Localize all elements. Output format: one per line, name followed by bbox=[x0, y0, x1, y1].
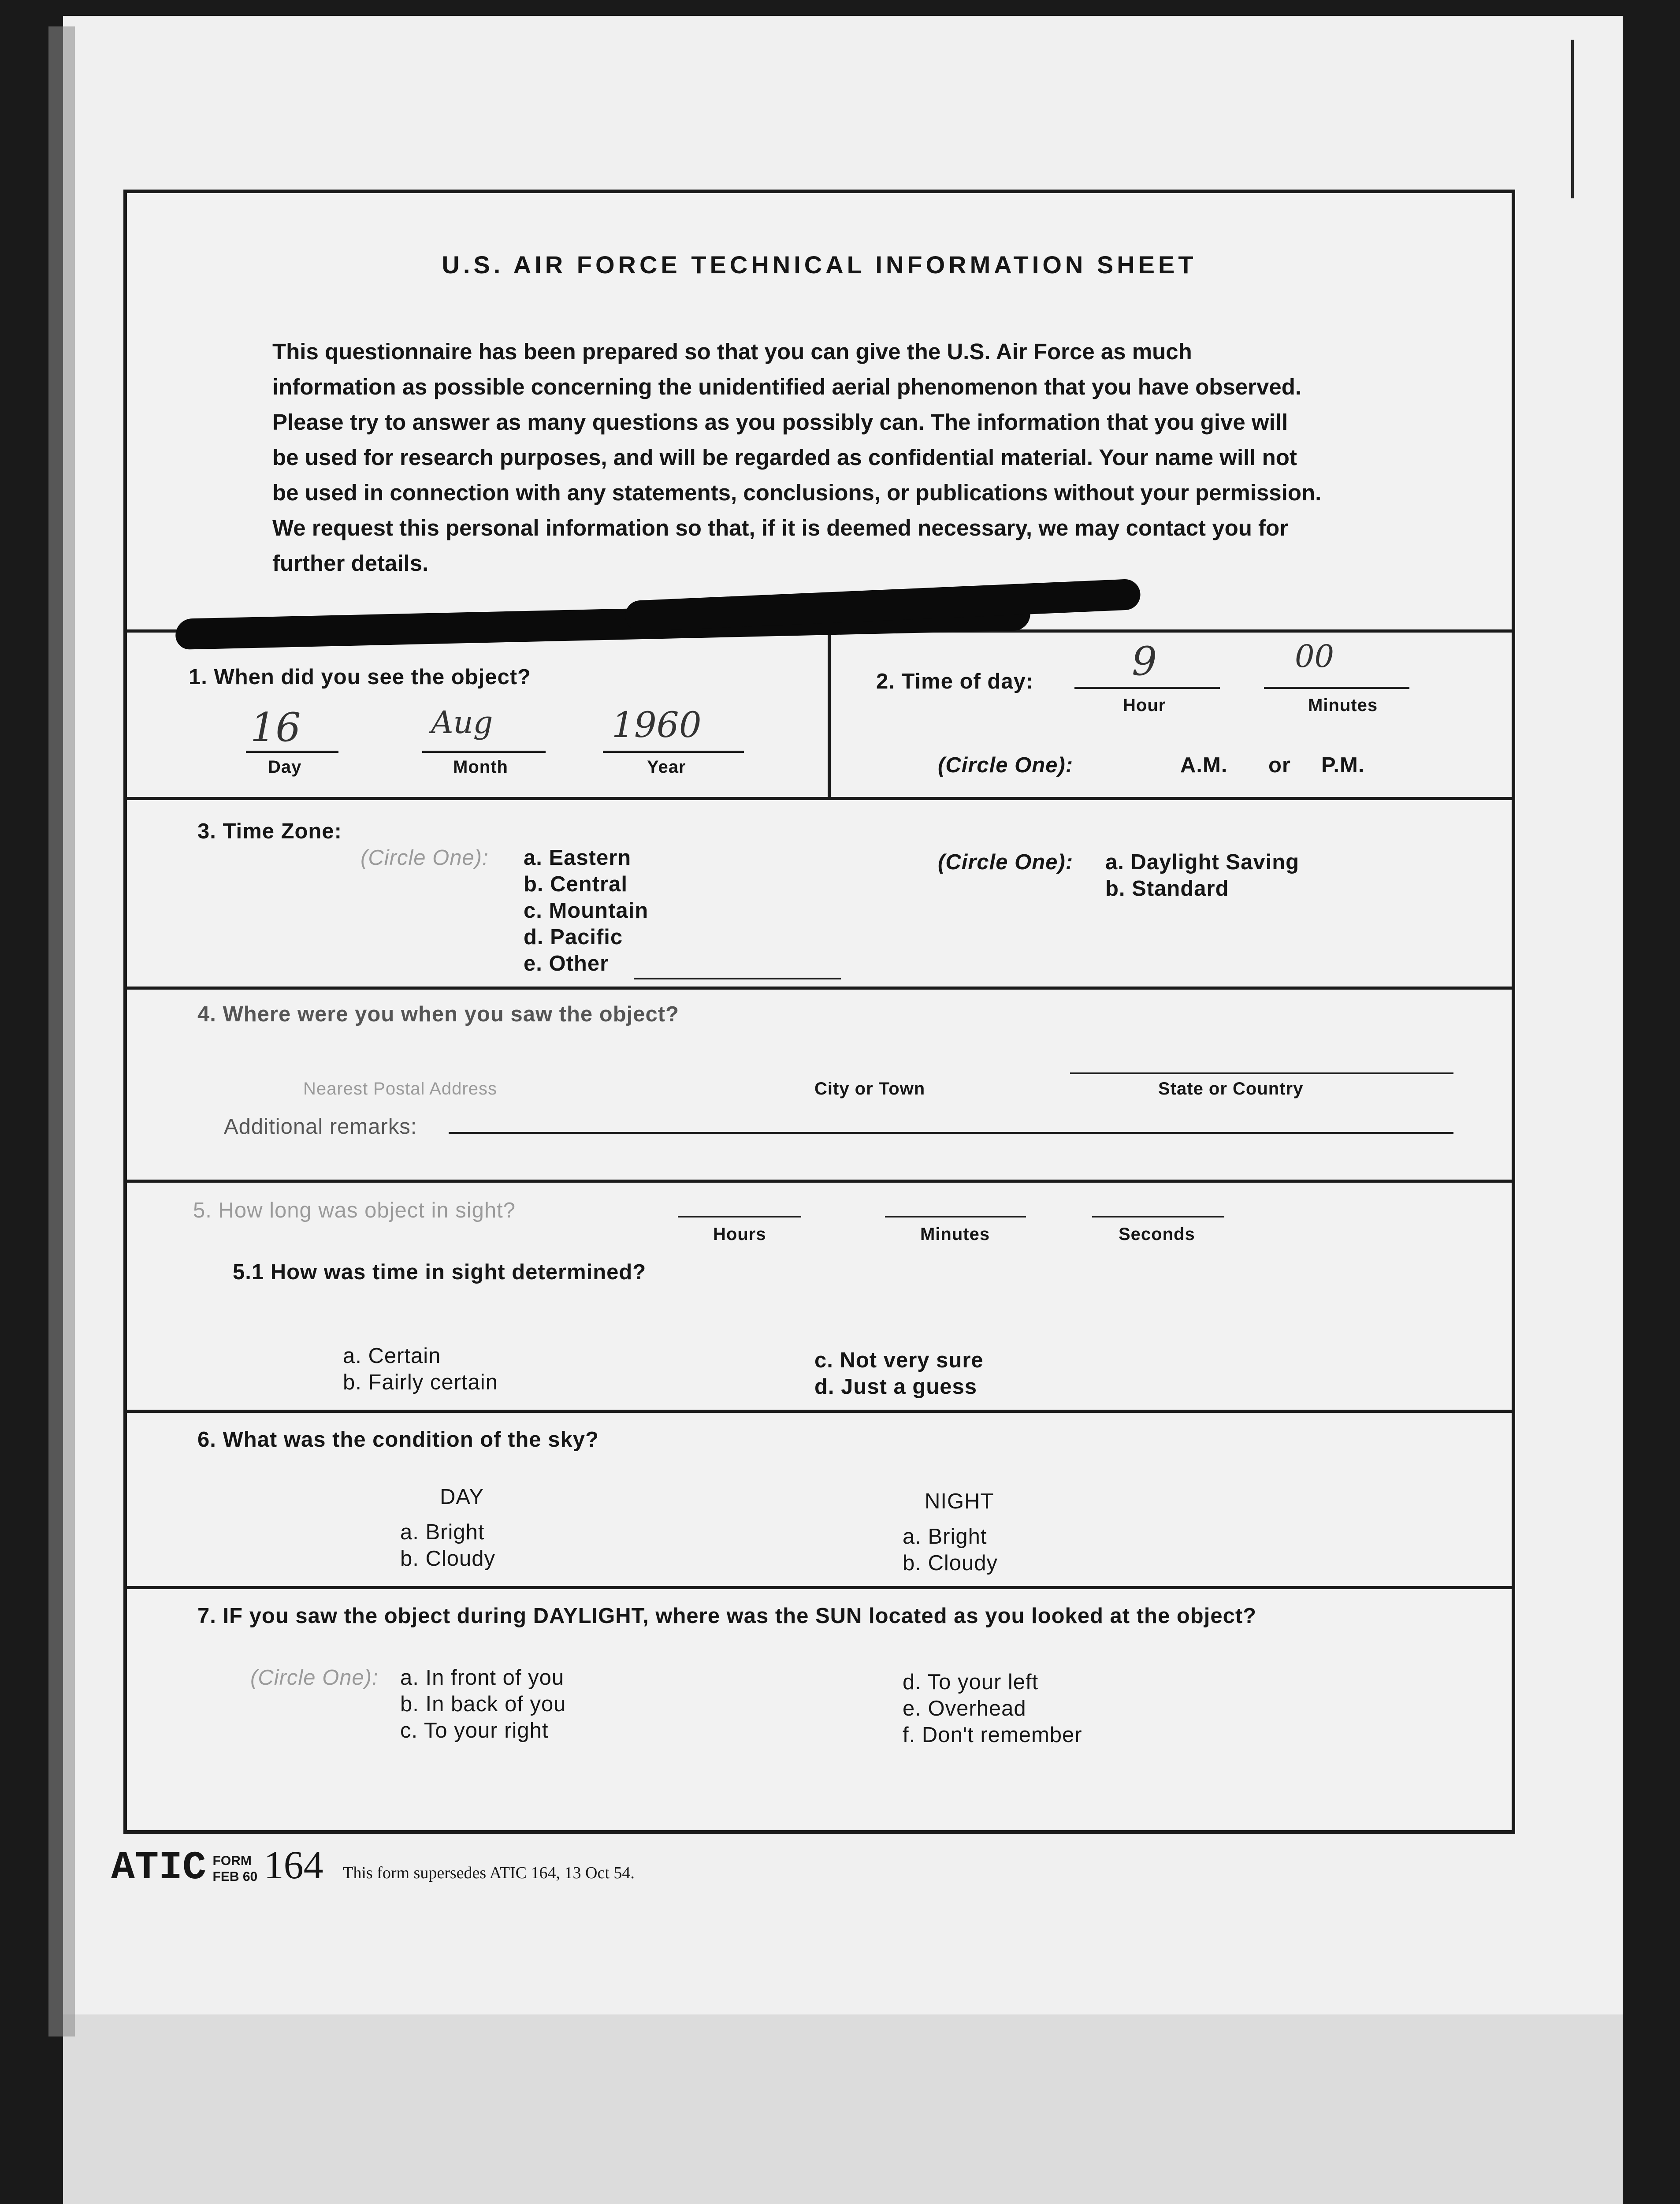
q5-minutes-label: Minutes bbox=[920, 1225, 990, 1244]
q1-year-label: Year bbox=[647, 757, 686, 777]
q2-am: A.M. bbox=[1180, 753, 1228, 777]
q6-night-bright: a. Bright bbox=[903, 1525, 987, 1549]
q2-or: or bbox=[1268, 753, 1291, 777]
q7-opt-b: b. In back of you bbox=[400, 1692, 566, 1716]
form-frame bbox=[123, 190, 1515, 1834]
q5-hours-line bbox=[678, 1216, 801, 1217]
footer-date: FEB 60 bbox=[212, 1869, 258, 1884]
divider-q4 bbox=[127, 1180, 1512, 1183]
q5-label: 5. How long was object in sight? bbox=[193, 1199, 516, 1222]
q3-zone-e: e. Other bbox=[524, 952, 609, 975]
q1-month-label: Month bbox=[453, 757, 508, 777]
q2-minutes-value: 00 bbox=[1295, 638, 1334, 674]
q7-opt-a: a. In front of you bbox=[400, 1666, 565, 1690]
q5-minutes-line bbox=[885, 1216, 1026, 1217]
scan-edge-shadow bbox=[48, 26, 75, 2036]
q2-label: 2. Time of day: bbox=[876, 670, 1034, 693]
divider-q6 bbox=[127, 1586, 1512, 1589]
q7-opt-f: f. Don't remember bbox=[903, 1723, 1082, 1747]
q3-circle-one: (Circle One): bbox=[361, 846, 489, 870]
divider-q1-q2 bbox=[828, 629, 831, 797]
q5-opt-b: b. Fairly certain bbox=[343, 1370, 498, 1394]
q5-opt-c: c. Not very sure bbox=[814, 1348, 984, 1372]
q7-opt-d: d. To your left bbox=[903, 1670, 1039, 1694]
q4-city-label: City or Town bbox=[814, 1079, 925, 1098]
q1-year-line bbox=[603, 751, 744, 753]
q6-label: 6. What was the condition of the sky? bbox=[197, 1428, 599, 1452]
q7-circle-one: (Circle One): bbox=[250, 1666, 379, 1690]
intro-line-5: be used in connection with any statements, conclusions, or publications without your permission. bbox=[272, 480, 1322, 505]
q6-night-heading: NIGHT bbox=[925, 1489, 994, 1513]
q5-seconds-label: Seconds bbox=[1119, 1225, 1195, 1244]
footer-number: 164 bbox=[264, 1843, 323, 1887]
intro-line-6: We request this personal information so that, if it is deemed necessary, we may contact you for bbox=[272, 515, 1289, 540]
q2-circle-one: (Circle One): bbox=[938, 753, 1074, 777]
q5-hours-label: Hours bbox=[713, 1225, 766, 1244]
q51-label: 5.1 How was time in sight determined? bbox=[233, 1260, 647, 1284]
footer-atic: ATIC bbox=[111, 1846, 207, 1891]
intro-line-2: information as possible concerning the unidentified aerial phenomenon that you have observed. bbox=[272, 374, 1302, 399]
q1-month-value: Aug bbox=[431, 704, 493, 741]
footer-form-date bbox=[213, 1853, 258, 1885]
q4-additional-line bbox=[449, 1132, 1453, 1134]
q6-day-cloudy: b. Cloudy bbox=[400, 1547, 496, 1571]
q2-hour-value: 9 bbox=[1132, 638, 1157, 685]
page-bottom-margin bbox=[63, 2014, 1623, 2204]
form-title: U.S. AIR FORCE TECHNICAL INFORMATION SHEET bbox=[442, 251, 1197, 279]
q3-saving-b: b. Standard bbox=[1105, 877, 1229, 901]
divider-q3 bbox=[127, 987, 1512, 990]
q4-additional-label: Additional remarks: bbox=[224, 1115, 417, 1139]
q3-zone-c: c. Mountain bbox=[524, 899, 649, 923]
q5-opt-a: a. Certain bbox=[343, 1344, 441, 1368]
footer-note: This form supersedes ATIC 164, 13 Oct 54. bbox=[343, 1864, 635, 1882]
form-footer bbox=[111, 1843, 635, 1891]
intro-line-3: Please try to answer as many questions as you possibly can. The information that you give will bbox=[272, 410, 1288, 435]
q2-minutes-line bbox=[1264, 687, 1409, 689]
intro-line-4: be used for research purposes, and will be regarded as confidential material. Your name will not bbox=[272, 445, 1297, 470]
q3-zone-d: d. Pacific bbox=[524, 925, 623, 949]
q4-label: 4. Where were you when you saw the object? bbox=[197, 1002, 680, 1026]
q4-address-label: Nearest Postal Address bbox=[303, 1079, 497, 1098]
q7-opt-e: e. Overhead bbox=[903, 1697, 1026, 1720]
q7-label: 7. IF you saw the object during DAYLIGHT, where was the SUN located as you looked at the object? bbox=[197, 1604, 1257, 1628]
q1-month-line bbox=[422, 751, 546, 753]
q3-zone-b: b. Central bbox=[524, 872, 628, 896]
scan-edge-mark bbox=[1571, 40, 1574, 198]
q5-seconds-line bbox=[1092, 1216, 1224, 1217]
q1-day-line bbox=[246, 751, 338, 753]
divider-q5 bbox=[127, 1410, 1512, 1413]
q2-pm: P.M. bbox=[1321, 753, 1365, 777]
intro-line-1: This questionnaire has been prepared so that you can give the U.S. Air Force as much bbox=[272, 339, 1192, 364]
q4-state-line bbox=[1070, 1072, 1453, 1074]
q1-label: 1. When did you see the object? bbox=[189, 665, 531, 689]
footer-form-label: FORM bbox=[212, 1854, 252, 1868]
q2-minutes-label: Minutes bbox=[1308, 696, 1378, 715]
q3-saving-a: a. Daylight Saving bbox=[1105, 850, 1300, 874]
q1-day-value: 16 bbox=[250, 704, 301, 751]
q3-label: 3. Time Zone: bbox=[197, 819, 342, 843]
q1-day-label: Day bbox=[268, 757, 302, 777]
q3-zone-a: a. Eastern bbox=[524, 846, 632, 870]
q7-opt-c: c. To your right bbox=[400, 1719, 549, 1742]
q3-other-line bbox=[634, 978, 841, 979]
q1-year-value: 1960 bbox=[612, 704, 702, 745]
q2-hour-label: Hour bbox=[1123, 696, 1166, 715]
q6-day-bright: a. Bright bbox=[400, 1520, 485, 1544]
q4-state-label: State or Country bbox=[1158, 1079, 1304, 1098]
q6-day-heading: DAY bbox=[440, 1485, 484, 1509]
q2-hour-line bbox=[1074, 687, 1220, 689]
q6-night-cloudy: b. Cloudy bbox=[903, 1551, 998, 1575]
intro-line-7: further details. bbox=[272, 551, 429, 576]
q3-circle-one-2: (Circle One): bbox=[938, 850, 1074, 874]
divider-q2 bbox=[127, 797, 1512, 800]
q5-opt-d: d. Just a guess bbox=[814, 1375, 978, 1399]
